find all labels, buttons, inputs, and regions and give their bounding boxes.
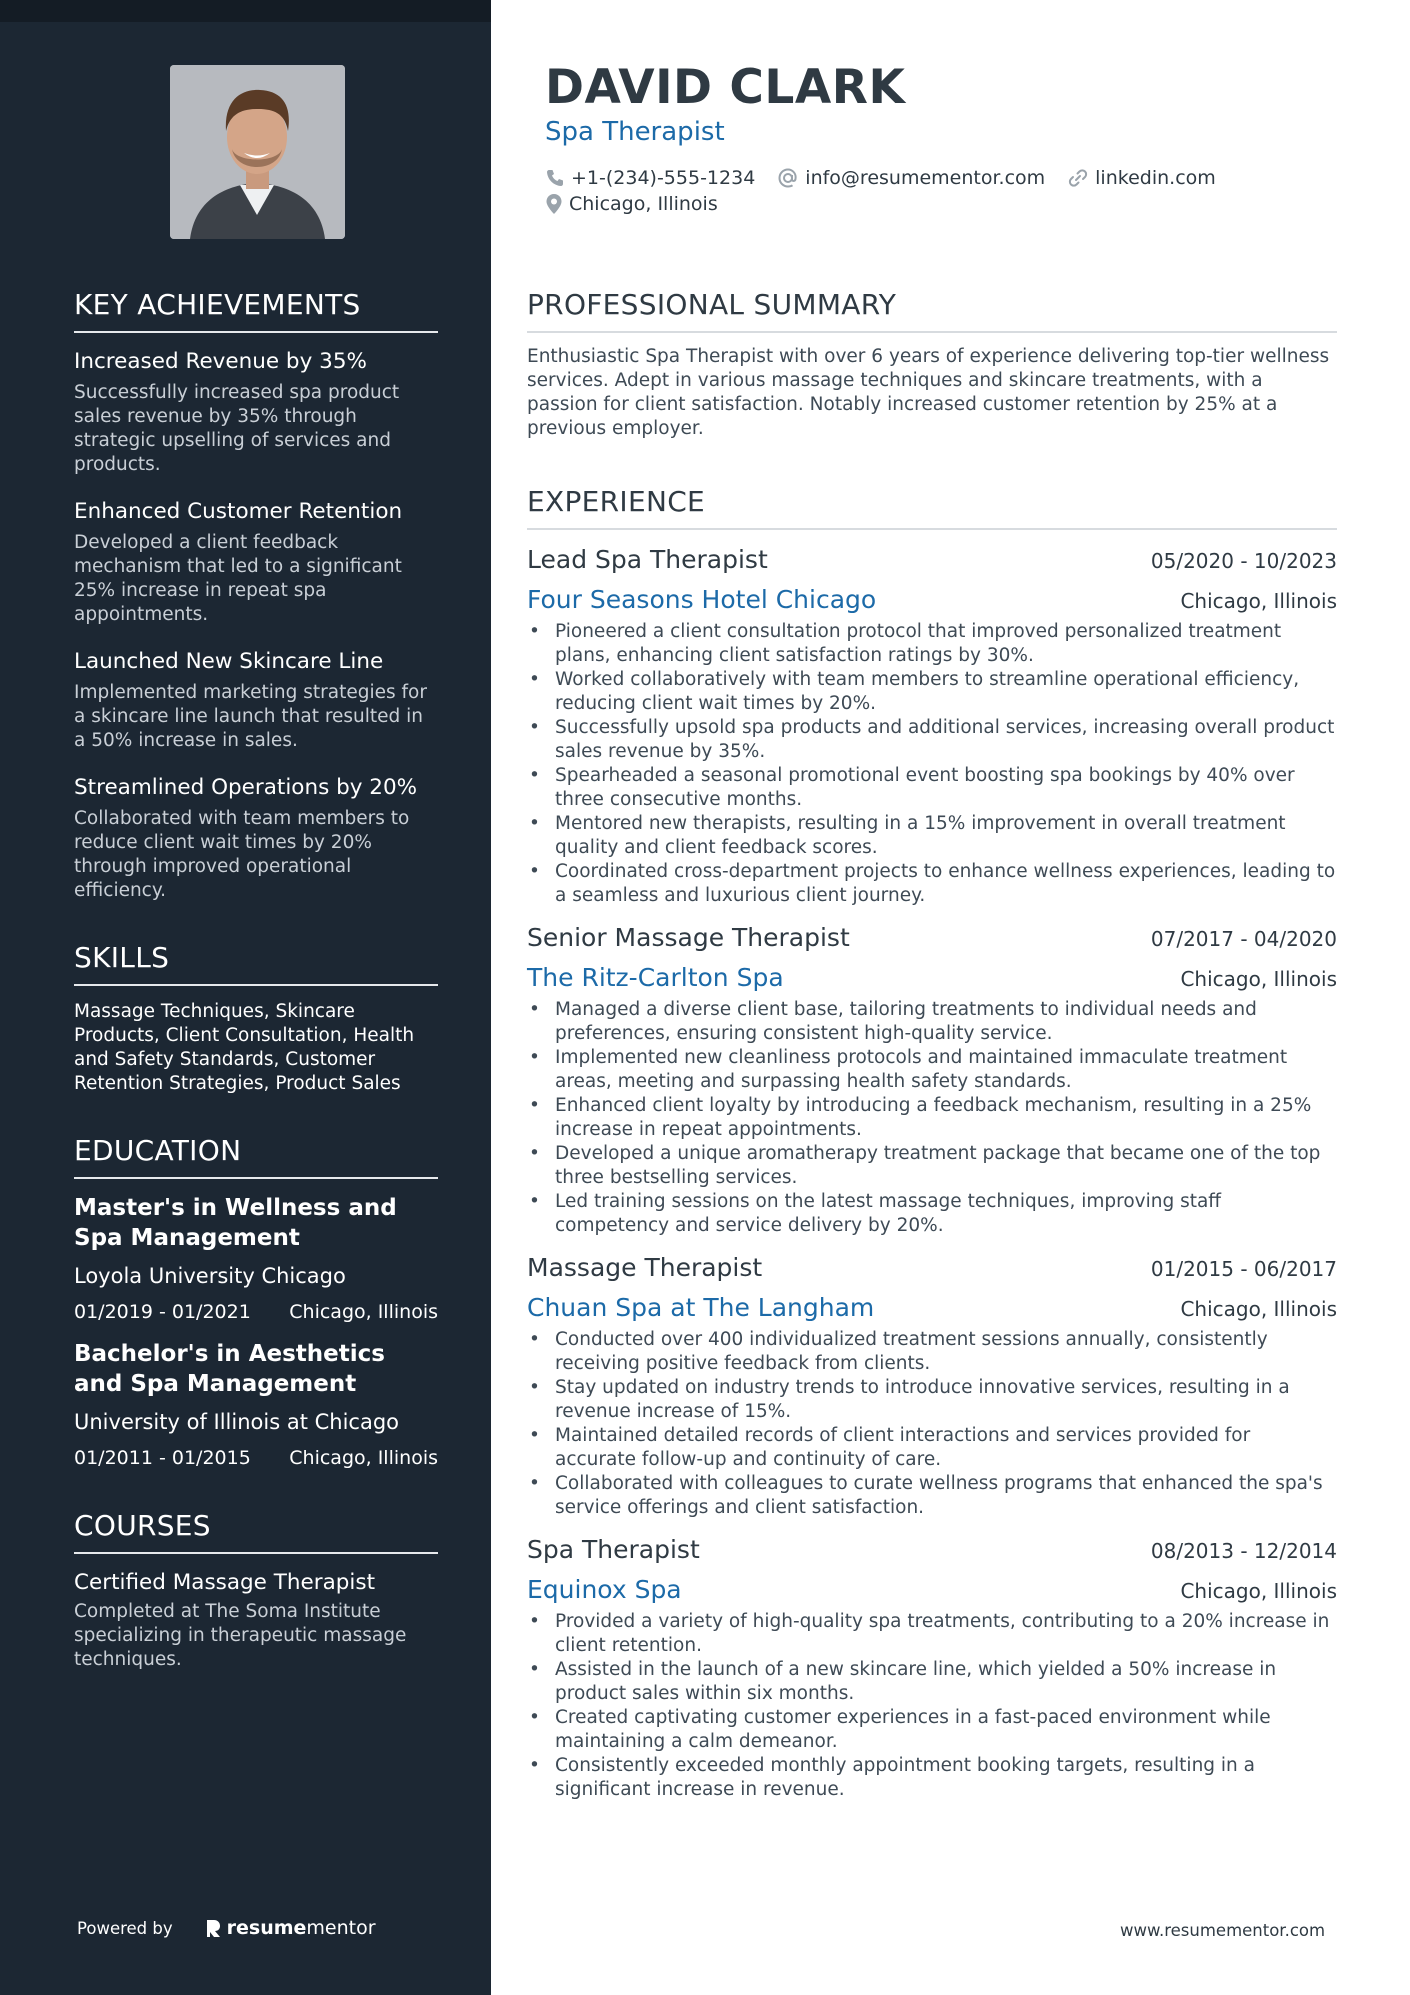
course-description: Completed at The Soma Institute specializing in therapeutic massage techniques. bbox=[74, 1601, 407, 1670]
job-role: Massage Therapist bbox=[527, 1253, 763, 1282]
location-text: Chicago, Illinois bbox=[569, 193, 718, 215]
job-bullet: • Maintained detailed records of client interactions and services provided for accurate follow-up and continuity of care. bbox=[527, 1424, 1337, 1472]
contact-location bbox=[545, 192, 718, 216]
skills-heading: SKILLS bbox=[74, 941, 438, 986]
contact-phone[interactable] bbox=[545, 166, 755, 190]
education-dates: 01/2011 - 01/2015 bbox=[74, 1447, 251, 1469]
job-bullet: • Developed a unique aromatherapy treatment package that became one of the top three bestselling services. bbox=[527, 1142, 1337, 1190]
achievement-title: Enhanced Customer Retention bbox=[74, 499, 403, 524]
job-company: Chuan Spa at The Langham bbox=[527, 1293, 875, 1322]
job-header bbox=[527, 1248, 1337, 1288]
education-meta bbox=[74, 1299, 438, 1325]
job-location: Chicago, Illinois bbox=[1180, 967, 1337, 991]
education-location: Chicago, Illinois bbox=[289, 1447, 438, 1469]
job-bullet: • Led training sessions on the latest massage techniques, improving staff competency and service delivery by 20%. bbox=[527, 1190, 1337, 1238]
achievements-section bbox=[74, 288, 438, 903]
job-bullet: • Coordinated cross-department projects to enhance wellness experiences, leading to a seamless and luxurious client journey. bbox=[527, 860, 1337, 908]
contact-row bbox=[545, 166, 1238, 190]
education-location: Chicago, Illinois bbox=[289, 1301, 438, 1323]
achievement-item bbox=[74, 497, 438, 627]
job-subheader bbox=[527, 580, 1337, 620]
achievement-item bbox=[74, 647, 438, 753]
job-header bbox=[527, 1530, 1337, 1570]
at-sign-icon bbox=[777, 167, 799, 189]
sidebar-top-bar bbox=[0, 0, 491, 22]
job-bullet: • Managed a diverse client base, tailoring treatments to individual needs and preferences, ensuring consistent high-quality service. bbox=[527, 998, 1337, 1046]
achievements-heading: KEY ACHIEVEMENTS bbox=[74, 288, 438, 333]
job-bullet: • Enhanced client loyalty by introducing a feedback mechanism, resulting in a 25% increase in repeat appointments. bbox=[527, 1094, 1337, 1142]
skills-section bbox=[74, 941, 438, 1096]
sidebar bbox=[0, 0, 491, 1995]
job-bullet: • Successfully upsold spa products and additional services, increasing overall product sales revenue by 35%. bbox=[527, 716, 1337, 764]
job-company: Equinox Spa bbox=[527, 1575, 682, 1604]
job-role: Lead Spa Therapist bbox=[527, 545, 768, 574]
achievement-item bbox=[74, 347, 438, 477]
job-company: Four Seasons Hotel Chicago bbox=[527, 585, 877, 614]
education-dates: 01/2019 - 01/2021 bbox=[74, 1301, 251, 1323]
summary-section bbox=[527, 288, 1337, 441]
job-bullet: • Collaborated with colleagues to curate wellness programs that enhanced the spa's service offerings and client satisfaction. bbox=[527, 1472, 1337, 1520]
achievement-description: Collaborated with team members to reduce client wait times by 20% through improved operational efficiency. bbox=[74, 808, 410, 901]
achievement-description: Implemented marketing strategies for a skincare line launch that resulted in a 50% increase in sales. bbox=[74, 682, 427, 751]
job-bullet: • Stay updated on industry trends to introduce innovative services, resulting in a revenue increase of 15%. bbox=[527, 1376, 1337, 1424]
skills-list: Massage Techniques, Skincare Products, Client Consultation, Health and Safety Standards, Customer Retention Strategies, Product Sales bbox=[74, 1001, 415, 1094]
job-bullet: • Created captivating customer experiences in a fast-paced environment while maintaining a calm demeanor. bbox=[527, 1706, 1337, 1754]
course-title: Certified Massage Therapist bbox=[74, 1570, 375, 1595]
map-pin-icon bbox=[545, 193, 563, 215]
job-bullet: • Assisted in the launch of a new skincare line, which yielded a 50% increase in product sales within six months. bbox=[527, 1658, 1337, 1706]
sidebar-content bbox=[74, 288, 438, 1710]
education-item bbox=[74, 1339, 438, 1471]
job-bullets bbox=[527, 1328, 1337, 1520]
powered-by bbox=[77, 1917, 376, 1939]
job-dates: 01/2015 - 06/2017 bbox=[1150, 1257, 1337, 1281]
linkedin-text: linkedin.com bbox=[1095, 167, 1216, 189]
job-bullet: • Implemented new cleanliness protocols and maintained immaculate treatment areas, meeting and surpassing health safety standards. bbox=[527, 1046, 1337, 1094]
job-bullet: • Worked collaboratively with team members to streamline operational efficiency, reducing client wait times by 20%. bbox=[527, 668, 1337, 716]
location-row bbox=[545, 192, 740, 216]
phone-text: +1-(234)-555-1234 bbox=[571, 167, 756, 189]
courses-heading: COURSES bbox=[74, 1509, 438, 1554]
candidate-name: DAVID CLARK bbox=[545, 60, 906, 115]
job-bullet: • Consistently exceeded monthly appointment booking targets, resulting in a significant increase in revenue. bbox=[527, 1754, 1337, 1802]
achievement-item bbox=[74, 773, 438, 903]
profile-photo bbox=[170, 65, 345, 239]
education-meta bbox=[74, 1445, 438, 1471]
job-header bbox=[527, 540, 1337, 580]
powered-by-label: Powered by bbox=[77, 1918, 173, 1938]
job-dates: 07/2017 - 04/2020 bbox=[1150, 927, 1337, 951]
link-icon bbox=[1067, 167, 1089, 189]
resumementor-logo-icon bbox=[205, 1918, 221, 1938]
resumementor-logo[interactable] bbox=[205, 1917, 376, 1939]
job-bullet: • Provided a variety of high-quality spa treatments, contributing to a 20% increase in client retention. bbox=[527, 1610, 1337, 1658]
job-company: The Ritz-Carlton Spa bbox=[527, 963, 784, 992]
website-link[interactable]: www.resumementor.com bbox=[1120, 1921, 1326, 1940]
job-role: Senior Massage Therapist bbox=[527, 923, 850, 952]
logo-text-regular: mentor bbox=[306, 1917, 376, 1939]
job-bullets bbox=[527, 1610, 1337, 1802]
job-entry bbox=[527, 918, 1337, 1238]
job-location: Chicago, Illinois bbox=[1180, 589, 1337, 613]
email-text: info@resumementor.com bbox=[805, 167, 1046, 189]
job-location: Chicago, Illinois bbox=[1180, 1579, 1337, 1603]
job-dates: 08/2013 - 12/2014 bbox=[1150, 1539, 1337, 1563]
job-bullets bbox=[527, 998, 1337, 1238]
job-bullet: • Conducted over 400 individualized treatment sessions annually, consistently receiving positive feedback from clients. bbox=[527, 1328, 1337, 1376]
achievement-title: Launched New Skincare Line bbox=[74, 649, 384, 674]
job-bullet: • Spearheaded a seasonal promotional event boosting spa bookings by 40% over three consecutive months. bbox=[527, 764, 1337, 812]
job-subheader bbox=[527, 1288, 1337, 1328]
education-degree: Master's in Wellness and Spa Management bbox=[74, 1195, 397, 1251]
job-subheader bbox=[527, 1570, 1337, 1610]
job-bullets bbox=[527, 620, 1337, 908]
education-section bbox=[74, 1134, 438, 1471]
education-item bbox=[74, 1193, 438, 1325]
education-heading: EDUCATION bbox=[74, 1134, 438, 1179]
courses-section bbox=[74, 1509, 438, 1672]
job-entry bbox=[527, 1530, 1337, 1802]
achievement-description: Successfully increased spa product sales revenue by 35% through strategic upselling of services and products. bbox=[74, 382, 400, 475]
education-degree: Bachelor's in Aesthetics and Spa Management bbox=[74, 1341, 385, 1397]
experience-section bbox=[527, 485, 1337, 1802]
summary-heading: PROFESSIONAL SUMMARY bbox=[527, 288, 1337, 333]
achievement-title: Streamlined Operations by 20% bbox=[74, 775, 418, 800]
achievement-title: Increased Revenue by 35% bbox=[74, 349, 367, 374]
job-subheader bbox=[527, 958, 1337, 998]
job-dates: 05/2020 - 10/2023 bbox=[1150, 549, 1337, 573]
job-role: Spa Therapist bbox=[527, 1535, 700, 1564]
job-entry bbox=[527, 540, 1337, 908]
job-location: Chicago, Illinois bbox=[1180, 1297, 1337, 1321]
candidate-title: Spa Therapist bbox=[545, 117, 725, 147]
education-school: Loyola University Chicago bbox=[74, 1264, 346, 1288]
summary-text: Enthusiastic Spa Therapist with over 6 years of experience delivering top-tier wellness services. Adept in various massage techniques and skincare treatments, with a passion for client satisfaction. Notably increased customer retention by 25% at a previous employer. bbox=[527, 346, 1330, 439]
experience-heading: EXPERIENCE bbox=[527, 485, 1337, 530]
education-school: University of Illinois at Chicago bbox=[74, 1410, 400, 1434]
job-bullet: • Mentored new therapists, resulting in a 15% improvement in overall treatment quality and client feedback scores. bbox=[527, 812, 1337, 860]
contact-linkedin[interactable] bbox=[1067, 166, 1216, 190]
achievement-description: Developed a client feedback mechanism that led to a significant 25% increase in repeat spa appointments. bbox=[74, 532, 402, 625]
phone-icon bbox=[545, 168, 565, 188]
logo-text-bold: resume bbox=[226, 1917, 307, 1939]
job-header bbox=[527, 918, 1337, 958]
contact-email[interactable] bbox=[777, 166, 1045, 190]
job-entry bbox=[527, 1248, 1337, 1520]
job-bullet: • Pioneered a client consultation protocol that improved personalized treatment plans, enhancing client satisfaction ratings by 30%. bbox=[527, 620, 1337, 668]
